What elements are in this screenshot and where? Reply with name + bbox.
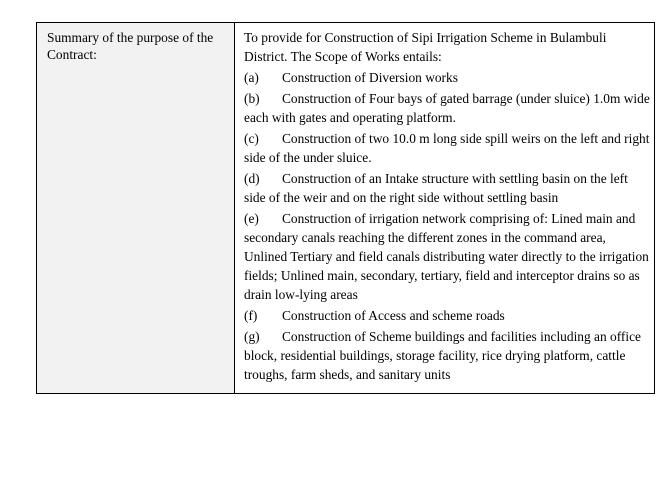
scope-item-c <box>244 129 650 167</box>
scope-item-b <box>244 89 650 127</box>
item-label: (e) <box>244 211 259 226</box>
item-label: (b) <box>244 91 260 106</box>
item-label: (a) <box>244 70 259 85</box>
item-text: Construction of an Intake structure with settling basin on the left side of the weir and on the right side without settling basin <box>244 171 628 205</box>
purpose-label: Summary of the purpose of the Contract: <box>47 30 214 62</box>
item-label: (f) <box>244 308 258 323</box>
intro-paragraph: To provide for Construction of Sipi Irrigation Scheme in Bulambuli District. The Scope of Works entails: <box>244 30 607 64</box>
item-text: Construction of Diversion works <box>282 70 458 85</box>
item-text: Construction of two 10.0 m long side spill weirs on the left and right side of the under sluice. <box>244 131 650 165</box>
scope-item-g <box>244 327 650 384</box>
content-cell <box>235 23 654 393</box>
item-label: (g) <box>244 329 260 344</box>
item-label: (d) <box>244 171 260 186</box>
scope-item-a <box>244 68 650 87</box>
scope-item-d <box>244 169 650 207</box>
item-text: Construction of irrigation network comprising of: Lined main and secondary canals reaching the different zones in the command area, Unlined Tertiary and field canals distributing water directly to the irrigation fields; Unlined main, secondary, tertiary, field and interceptor drains so as drain low-lying areas <box>244 211 649 302</box>
item-label: (c) <box>244 131 259 146</box>
item-text: Construction of Access and scheme roads <box>282 308 505 323</box>
label-cell <box>37 23 235 393</box>
item-text: Construction of Scheme buildings and facilities including an office block, residential buildings, storage facility, rice drying platform, cattle troughs, farm sheds, and sanitary units <box>244 329 641 382</box>
scope-item-f <box>244 306 650 325</box>
scope-item-e <box>244 209 650 304</box>
item-text: Construction of Four bays of gated barrage (under sluice) 1.0m wide each with gates and operating platform. <box>244 91 650 125</box>
contract-summary-table <box>36 22 655 394</box>
